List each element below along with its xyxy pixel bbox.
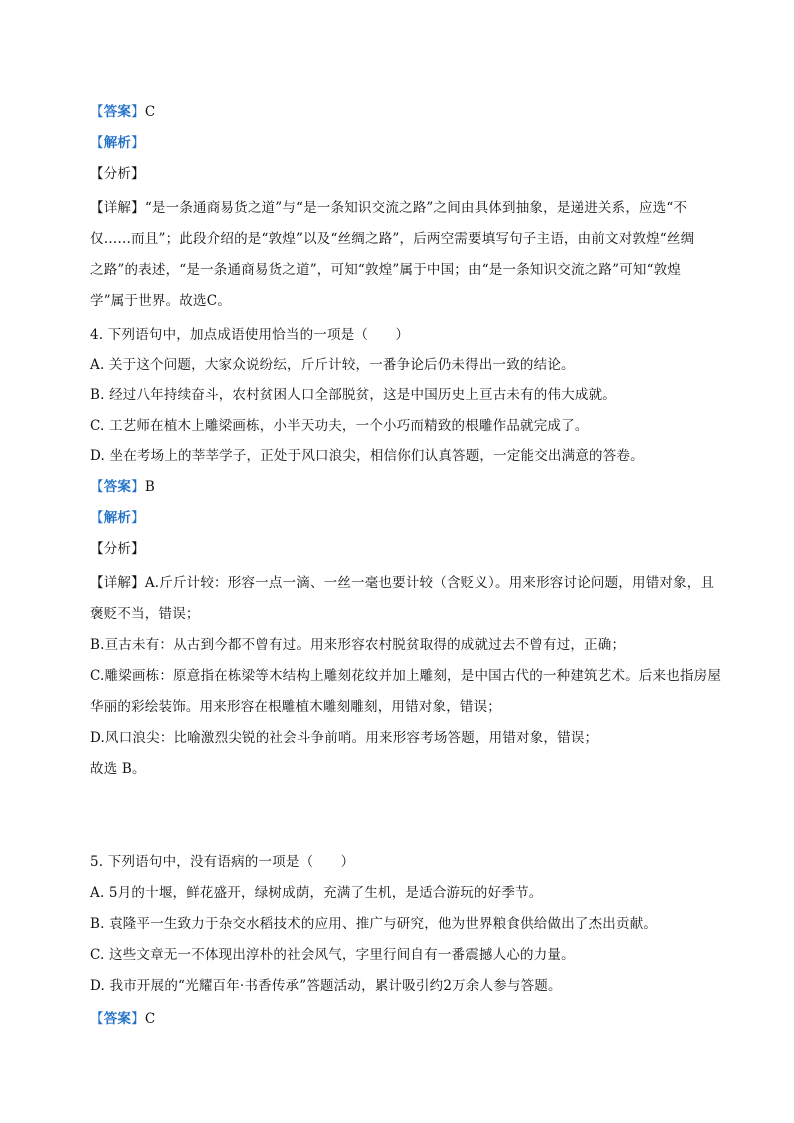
q3-detail-line-1: 【详解】“是一条通商易货之道”与“是一条知识交流之路”之间由具体到抽象，是递进关系，应选“不 [90, 200, 688, 216]
q5-stem: 5. 下列语句中，没有语病的一项是（ ） [90, 854, 355, 870]
fenxi-tag: 分析 [103, 541, 132, 557]
q3-answer-line: 【答案】C [90, 104, 156, 120]
q4-option-a: A. 关于这个问题，大家众说纷纭，斤斤计较，一番争论后仍未得出一致的结论。 [90, 357, 575, 373]
q5-answer-line: 【答案】C [90, 1011, 156, 1027]
q4-analysis-line: 【解析】 [90, 510, 145, 526]
fenxi-tag: 分析 [103, 166, 132, 182]
q5-option-d: D. 我市开展的“光耀百年·书香传承”答题活动，累计吸引约2万余人参与答题。 [90, 978, 562, 994]
analysis-tag: 解析 [103, 135, 132, 151]
q3-fenxi-line: 【分析】 [90, 166, 145, 182]
q5-option-a: A. 5月的十堰，鲜花盛开，绿树成荫，充满了生机，是适合游玩的好季节。 [90, 885, 543, 901]
q4-detail-line-5: 华丽的彩绘装饰。用来形容在根雕植木雕刻雕刻，用错对象，错误； [90, 699, 501, 715]
answer-tag: 答案 [103, 479, 132, 495]
q3-detail-line-4: 学”属于世界。故选C。 [90, 293, 231, 309]
q4-option-c: C. 工艺师在植木上雕梁画栋，小半天功夫，一个小巧而精致的根雕作品就完成了。 [90, 418, 589, 434]
q4-detail-line-7: 故选 B。 [90, 761, 146, 777]
q4-detail-line-2: 褒贬不当，错误； [90, 606, 200, 622]
q3-detail-line-2: 仅……而且”；此段介绍的是“敦煌”以及“丝绸之路”，后两空需要填写句子主语，由前文对敦煌“丝绸 [90, 231, 695, 247]
answer-value: C [144, 104, 156, 120]
q3-analysis-line: 【解析】 [90, 135, 145, 151]
detail-tag: 详解 [103, 575, 132, 591]
q4-detail-line-3: B.亘古未有：从古到今都不曾有过。用来形容农村脱贫取得的成就过去不曾有过，正确； [90, 637, 626, 653]
answer-value: C [144, 1011, 156, 1027]
q3-detail-line-3: 之路”的表述，“是一条通商易货之道”，可知“敦煌”属于中国；由“是一条知识交流之路”可知“敦煌 [90, 262, 682, 278]
q4-answer-line: 【答案】B [90, 479, 155, 495]
q4-detail-line-6: D.风口浪尖：比喻激烈尖锐的社会斗争前哨。用来形容考场答题，用错对象，错误； [90, 730, 599, 746]
answer-tag: 答案 [103, 1011, 132, 1027]
q4-detail-line-4: C.雕梁画栋：原意指在栋梁等木结构上雕刻花纹并加上雕刻，是中国古代的一种建筑艺术。后来也指房屋 [90, 668, 722, 684]
answer-tag: 答案 [103, 104, 132, 120]
q4-stem: 4. 下列语句中，加点成语使用恰当的一项是（ ） [90, 327, 410, 343]
detail-tag: 详解 [103, 200, 132, 216]
q4-fenxi-line: 【分析】 [90, 541, 145, 557]
q4-option-d: D. 坐在考场上的莘莘学子，正处于风口浪尖，相信你们认真答题，一定能交出满意的答卷。 [90, 448, 644, 464]
q5-option-b: B. 袁隆平一生致力于杂交水稻技术的应用、推广与研究，他为世界粮食供给做出了杰出贡献。 [90, 916, 658, 932]
analysis-tag: 解析 [103, 510, 132, 526]
q5-option-c: C. 这些文章无一不体现出淳朴的社会风气，字里行间自有一番震撼人心的力量。 [90, 947, 575, 963]
q4-detail-line-1: 【详解】A.斤斤计较：形容一点一滴、一丝一毫也要计较（含贬义）。用来形容讨论问题，用错对象，且 [90, 575, 715, 591]
q4-option-b: B. 经过八年持续奋斗，农村贫困人口全部脱贫，这是中国历史上亘古未有的伟大成就。 [90, 387, 617, 403]
answer-value: B [144, 479, 155, 495]
